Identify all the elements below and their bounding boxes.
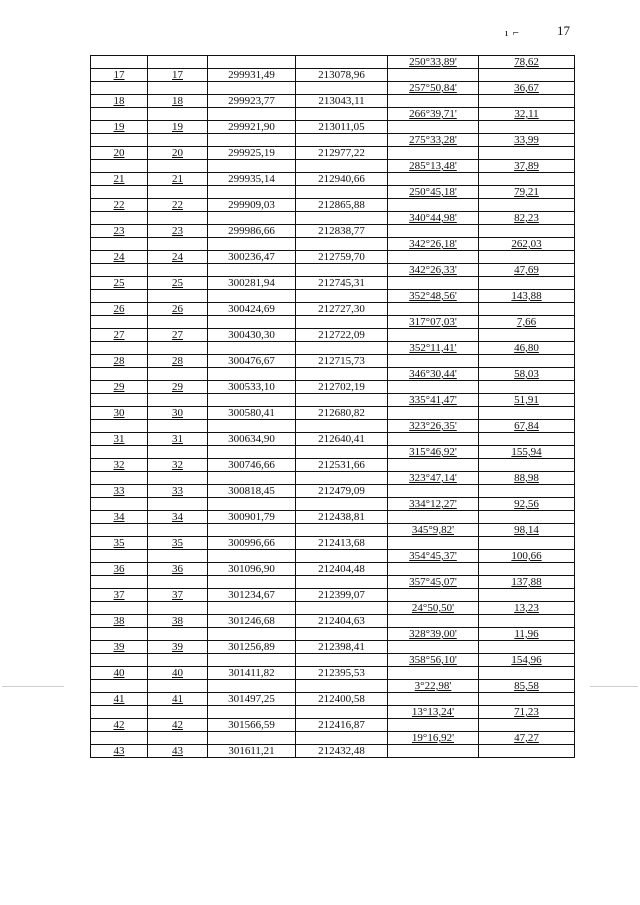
segment-angle: 285°13,48': [388, 160, 479, 173]
coord-x: 300430,30: [208, 329, 296, 342]
point-label: 32: [148, 459, 208, 472]
segment-distance: 155,94: [479, 446, 575, 459]
point-row: [91, 251, 575, 264]
segment-distance: 33,99: [479, 134, 575, 147]
segment-distance: 137,88: [479, 576, 575, 589]
coord-y: 212413,68: [296, 537, 388, 550]
coord-x: 300424,69: [208, 303, 296, 316]
point-label: 35: [148, 537, 208, 550]
coord-y: 212479,09: [296, 485, 388, 498]
segment-row: [91, 654, 575, 667]
segment-angle: 275°33,28': [388, 134, 479, 147]
segment-row: [91, 238, 575, 251]
segment-distance: 46,80: [479, 342, 575, 355]
coord-y: 212400,58: [296, 693, 388, 706]
point-row: [91, 225, 575, 238]
scan-artifact-left: [2, 686, 64, 687]
point-number: 40: [91, 667, 148, 680]
coord-y: 212940,66: [296, 173, 388, 186]
segment-angle: 24°50,50': [388, 602, 479, 615]
segment-angle: 328°39,00': [388, 628, 479, 641]
point-label: 27: [148, 329, 208, 342]
point-label: 20: [148, 147, 208, 160]
point-label: 18: [148, 95, 208, 108]
coord-y: 212977,22: [296, 147, 388, 160]
coord-x: 301096,90: [208, 563, 296, 576]
segment-distance: 37,89: [479, 160, 575, 173]
segment-angle: 354°45,37': [388, 550, 479, 563]
segment-distance: 98,14: [479, 524, 575, 537]
point-number: 17: [91, 69, 148, 82]
point-label: 21: [148, 173, 208, 186]
segment-distance: 32,11: [479, 108, 575, 121]
coord-x: 300580,41: [208, 407, 296, 420]
point-row: [91, 95, 575, 108]
coord-y: 212398,41: [296, 641, 388, 654]
point-number: 36: [91, 563, 148, 576]
coord-y: 212399,07: [296, 589, 388, 602]
point-row: [91, 589, 575, 602]
segment-angle: 352°11,41': [388, 342, 479, 355]
point-row: [91, 199, 575, 212]
point-number: 18: [91, 95, 148, 108]
page-number: 17: [557, 23, 570, 38]
segment-row: [91, 368, 575, 381]
segment-row: [91, 706, 575, 719]
point-label: 43: [148, 745, 208, 758]
point-label: 42: [148, 719, 208, 732]
point-label: 31: [148, 433, 208, 446]
coord-x: 300281,94: [208, 277, 296, 290]
point-label: 24: [148, 251, 208, 264]
segment-distance: 100,66: [479, 550, 575, 563]
point-label: 36: [148, 563, 208, 576]
point-row: [91, 641, 575, 654]
point-row: [91, 563, 575, 576]
segment-distance: 11,96: [479, 628, 575, 641]
coord-y: 212416,87: [296, 719, 388, 732]
segment-distance: 71,23: [479, 706, 575, 719]
point-number: 39: [91, 641, 148, 654]
coord-x: 299923,77: [208, 95, 296, 108]
coord-y: 212438,81: [296, 511, 388, 524]
segment-row: [91, 212, 575, 225]
point-label: 39: [148, 641, 208, 654]
segment-row: [91, 680, 575, 693]
segment-angle: 352°48,56': [388, 290, 479, 303]
point-number: 35: [91, 537, 148, 550]
point-label: 17: [148, 69, 208, 82]
segment-row-top: [91, 56, 575, 69]
coord-y: 212404,48: [296, 563, 388, 576]
segment-row: [91, 160, 575, 173]
point-label: 30: [148, 407, 208, 420]
point-number: 33: [91, 485, 148, 498]
segment-distance: 82,23: [479, 212, 575, 225]
segment-distance: 92,56: [479, 498, 575, 511]
segment-angle: 19°16,92': [388, 732, 479, 745]
segment-angle: 266°39,71': [388, 108, 479, 121]
coord-y: 212745,31: [296, 277, 388, 290]
segment-angle: 317°07,03': [388, 316, 479, 329]
segment-distance: 7,66: [479, 316, 575, 329]
point-row: [91, 719, 575, 732]
point-row: [91, 615, 575, 628]
segment-angle: 358°56,10': [388, 654, 479, 667]
segment-angle: 257°50,84': [388, 82, 479, 95]
point-number: 32: [91, 459, 148, 472]
segment-row: [91, 316, 575, 329]
coord-y: 212395,53: [296, 667, 388, 680]
segment-distance: 47,69: [479, 264, 575, 277]
segment-row: [91, 342, 575, 355]
point-row: [91, 121, 575, 134]
scan-artifact-right: [590, 686, 638, 687]
point-row: [91, 329, 575, 342]
segment-row: [91, 264, 575, 277]
segment-row: [91, 576, 575, 589]
segment-distance: 78,62: [479, 56, 575, 69]
point-row: [91, 147, 575, 160]
point-number: 37: [91, 589, 148, 602]
segment-row: [91, 602, 575, 615]
coord-x: 299921,90: [208, 121, 296, 134]
point-label: 25: [148, 277, 208, 290]
coord-x: 300236,47: [208, 251, 296, 264]
coord-y: 213011,05: [296, 121, 388, 134]
segment-row: [91, 108, 575, 121]
point-label: 41: [148, 693, 208, 706]
point-row: [91, 537, 575, 550]
coord-x: 301256,89: [208, 641, 296, 654]
point-number: 19: [91, 121, 148, 134]
coord-x: 301411,82: [208, 667, 296, 680]
coord-x: 301246,68: [208, 615, 296, 628]
point-row: [91, 693, 575, 706]
segment-angle: 250°45,18': [388, 186, 479, 199]
segment-distance: 47,27: [479, 732, 575, 745]
segment-row: [91, 186, 575, 199]
point-label: 28: [148, 355, 208, 368]
segment-distance: 154,96: [479, 654, 575, 667]
segment-distance: 262,03: [479, 238, 575, 251]
segment-angle: 342°26,18': [388, 238, 479, 251]
point-row: [91, 433, 575, 446]
point-row: [91, 745, 575, 758]
coord-x: 299935,14: [208, 173, 296, 186]
segment-angle: 315°46,92': [388, 446, 479, 459]
segment-row: [91, 550, 575, 563]
coord-y: 213078,96: [296, 69, 388, 82]
point-row: [91, 355, 575, 368]
segment-distance: 58,03: [479, 368, 575, 381]
point-number: 25: [91, 277, 148, 290]
segment-angle: 323°26,35': [388, 420, 479, 433]
point-row: [91, 485, 575, 498]
segment-angle: 342°26,33': [388, 264, 479, 277]
point-number: 21: [91, 173, 148, 186]
segment-row: [91, 498, 575, 511]
coord-y: 212680,82: [296, 407, 388, 420]
coord-x: 301566,59: [208, 719, 296, 732]
point-label: 40: [148, 667, 208, 680]
point-number: 41: [91, 693, 148, 706]
segment-distance: 85,58: [479, 680, 575, 693]
segment-distance: 143,88: [479, 290, 575, 303]
coord-y: 212838,77: [296, 225, 388, 238]
corner-mark: ı ⌐: [505, 27, 521, 39]
point-row: [91, 667, 575, 680]
segment-row: [91, 420, 575, 433]
point-number: 38: [91, 615, 148, 628]
segment-angle: 335°41,47': [388, 394, 479, 407]
coord-x: 301234,67: [208, 589, 296, 602]
coord-x: 299986,66: [208, 225, 296, 238]
point-row: [91, 277, 575, 290]
point-row: [91, 407, 575, 420]
point-label: 23: [148, 225, 208, 238]
coord-x: 300996,66: [208, 537, 296, 550]
coord-x: 300818,45: [208, 485, 296, 498]
point-number: 31: [91, 433, 148, 446]
coord-y: 212404,63: [296, 615, 388, 628]
point-label: 33: [148, 485, 208, 498]
segment-distance: 13,23: [479, 602, 575, 615]
point-number: 20: [91, 147, 148, 160]
segment-row: [91, 394, 575, 407]
segment-angle: 13°13,24': [388, 706, 479, 719]
segment-angle: 323°47,14': [388, 472, 479, 485]
point-label: 19: [148, 121, 208, 134]
segment-row: [91, 524, 575, 537]
point-label: 22: [148, 199, 208, 212]
segment-distance: 79,21: [479, 186, 575, 199]
segment-angle: 345°9,82': [388, 524, 479, 537]
point-label: 29: [148, 381, 208, 394]
segment-angle: 3°22,98': [388, 680, 479, 693]
point-number: 27: [91, 329, 148, 342]
coord-y: 212531,66: [296, 459, 388, 472]
coord-y: 212640,41: [296, 433, 388, 446]
segment-angle: 250°33,89': [388, 56, 479, 69]
segment-distance: 88,98: [479, 472, 575, 485]
point-row: [91, 173, 575, 186]
coord-y: 212865,88: [296, 199, 388, 212]
point-row: [91, 511, 575, 524]
point-label: 37: [148, 589, 208, 602]
coord-x: 300746,66: [208, 459, 296, 472]
coord-y: 213043,11: [296, 95, 388, 108]
coord-x: 300901,79: [208, 511, 296, 524]
point-number: 42: [91, 719, 148, 732]
point-number: 30: [91, 407, 148, 420]
coord-x: 301497,25: [208, 693, 296, 706]
coord-y: 212702,19: [296, 381, 388, 394]
segment-angle: 334°12,27': [388, 498, 479, 511]
coordinates-table-body: [91, 56, 575, 758]
coord-y: 212759,70: [296, 251, 388, 264]
coord-y: 212722,09: [296, 329, 388, 342]
point-row: [91, 303, 575, 316]
point-number: 26: [91, 303, 148, 316]
coord-x: 300533,10: [208, 381, 296, 394]
coordinates-table: [90, 55, 575, 758]
coord-x: 299925,19: [208, 147, 296, 160]
coord-x: 299931,49: [208, 69, 296, 82]
point-label: 26: [148, 303, 208, 316]
point-number: 24: [91, 251, 148, 264]
point-number: 23: [91, 225, 148, 238]
point-row: [91, 459, 575, 472]
segment-row: [91, 290, 575, 303]
segment-distance: 36,67: [479, 82, 575, 95]
coord-x: 301611,21: [208, 745, 296, 758]
segment-distance: 67,84: [479, 420, 575, 433]
segment-distance: 51,91: [479, 394, 575, 407]
point-row: [91, 69, 575, 82]
point-label: 38: [148, 615, 208, 628]
segment-row: [91, 134, 575, 147]
segment-row: [91, 446, 575, 459]
coord-y: 212715,73: [296, 355, 388, 368]
point-number: 34: [91, 511, 148, 524]
point-row: [91, 381, 575, 394]
coord-y: 212432,48: [296, 745, 388, 758]
segment-row: [91, 82, 575, 95]
coord-x: 300476,67: [208, 355, 296, 368]
segment-row: [91, 628, 575, 641]
segment-angle: 340°44,98': [388, 212, 479, 225]
point-number: 43: [91, 745, 148, 758]
coord-y: 212727,30: [296, 303, 388, 316]
point-number: 29: [91, 381, 148, 394]
coord-x: 299909,03: [208, 199, 296, 212]
point-number: 28: [91, 355, 148, 368]
segment-angle: 357°45,07': [388, 576, 479, 589]
segment-angle: 346°30,44': [388, 368, 479, 381]
coord-x: 300634,90: [208, 433, 296, 446]
point-label: 34: [148, 511, 208, 524]
point-number: 22: [91, 199, 148, 212]
segment-row: [91, 472, 575, 485]
segment-row: [91, 732, 575, 745]
